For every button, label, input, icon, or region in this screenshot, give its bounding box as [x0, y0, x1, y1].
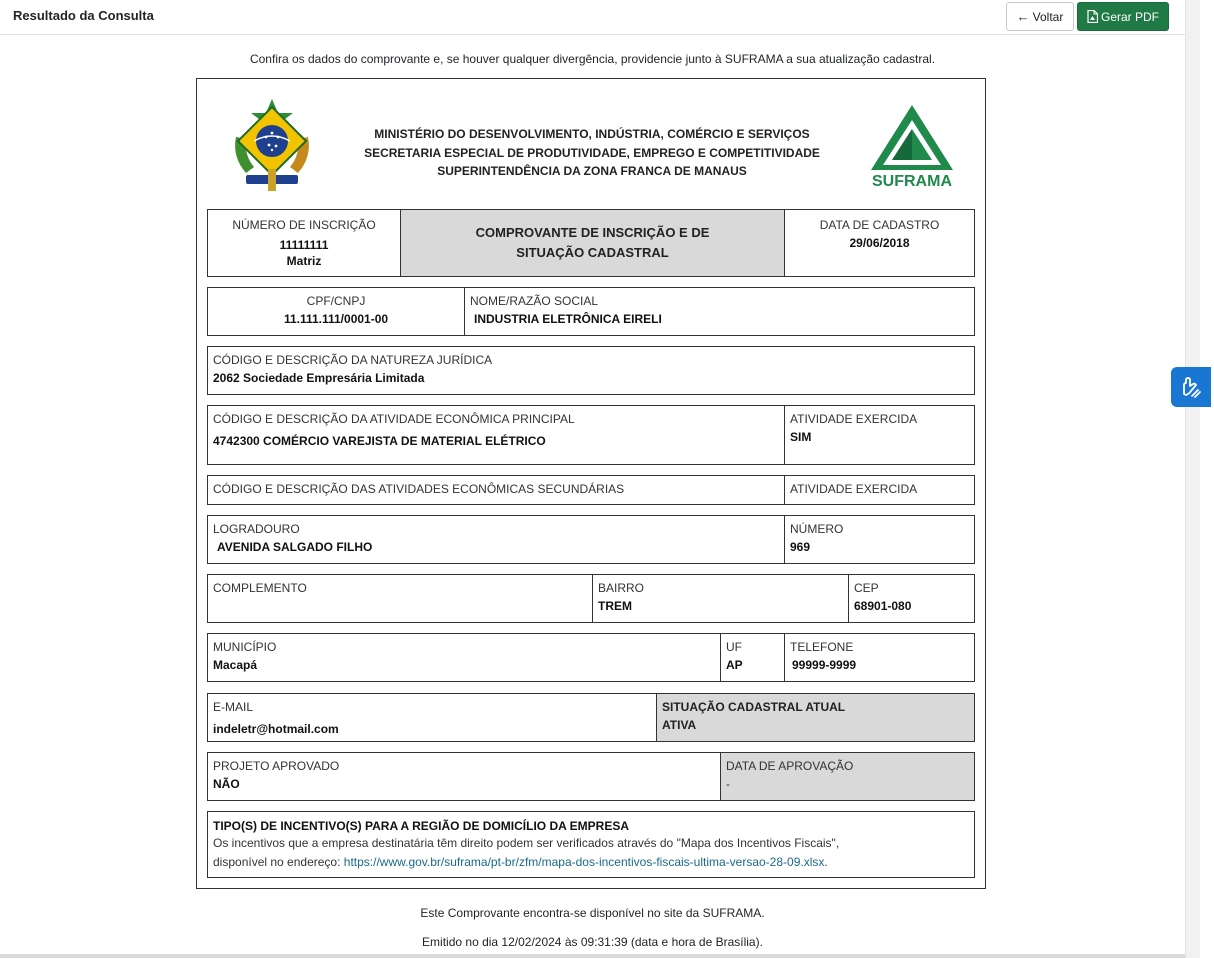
logradouro-cell — [208, 516, 784, 563]
vertical-scrollbar[interactable] — [1185, 0, 1200, 958]
natureza-juridica-value: 2062 Sociedade Empresária Limitada — [213, 371, 425, 385]
cep-label: CEP — [854, 581, 879, 595]
razao-social-value: INDUSTRIA ELETRÔNICA EIRELI — [474, 312, 662, 326]
page-title: Resultado da Consulta — [13, 8, 154, 23]
situacao-value: ATIVA — [662, 718, 697, 732]
incentivos-address-line — [213, 853, 969, 872]
atividade-principal-cell — [208, 406, 784, 464]
registration-certificate — [196, 78, 986, 889]
atividade-principal-value: 4742300 COMÉRCIO VAREJISTA DE MATERIAL ELÉTRICO — [213, 434, 546, 448]
data-aprovacao-cell — [720, 753, 974, 800]
suframa-logo-text: SUFRAMA — [872, 173, 952, 189]
logradouro-label: LOGRADOURO — [213, 522, 300, 536]
natureza-juridica-label: CÓDIGO E DESCRIÇÃO DA NATUREZA JURÍDICA — [213, 353, 493, 367]
vlibras-accessibility-button[interactable] — [1171, 367, 1211, 407]
natureza-juridica-cell — [208, 347, 974, 394]
inscricao-cell — [208, 210, 400, 276]
bairro-value: TREM — [598, 599, 632, 613]
row-incentivos — [207, 811, 975, 878]
inscricao-type: Matriz — [286, 254, 322, 268]
top-bar — [0, 0, 1185, 35]
divergence-notice: Confira os dados do comprovante e, se houver qualquer divergência, providencie junto à SUFRAMA a sua atualização cadastral. — [249, 52, 936, 66]
data-cadastro-value: 29/06/2018 — [849, 236, 910, 250]
telefone-cell — [784, 634, 974, 681]
horizontal-scrollbar[interactable] — [0, 954, 1185, 958]
data-cadastro-label: DATA DE CADASTRO — [819, 218, 940, 232]
brazil-coat-of-arms-icon — [226, 97, 318, 193]
back-button[interactable] — [1006, 2, 1074, 31]
back-button-label: Voltar — [1032, 9, 1064, 24]
bairro-cell — [592, 575, 848, 622]
cnpj-value: 11.111.111/0001-00 — [283, 312, 389, 326]
complemento-label: COMPLEMENTO — [213, 581, 307, 595]
telefone-label: TELEFONE — [790, 640, 854, 654]
incentivos-title: TIPO(S) DE INCENTIVO(S) PARA A REGIÃO DE DOMICÍLIO DA EMPRESA — [213, 819, 630, 833]
telefone-value: 99999-9999 — [792, 658, 857, 672]
bairro-label: BAIRRO — [598, 581, 645, 595]
email-label: E-MAIL — [213, 700, 254, 714]
footer-availability: Este Comprovante encontra-se disponível no site da SUFRAMA. — [420, 906, 765, 920]
ministry-line-2: SECRETARIA ESPECIAL DE PRODUTIVIDADE, EMPREGO E COMPETITIVIDADE — [364, 145, 820, 160]
pdf-button-label: Gerar PDF — [1100, 9, 1159, 24]
data-aprovacao-label: DATA DE APROVAÇÃO — [726, 759, 854, 773]
cep-value: 68901-080 — [854, 599, 912, 613]
sign-language-hands-icon — [1178, 374, 1204, 400]
ministry-line-3: SUPERINTENDÊNCIA DA ZONA FRANCA DE MANAUS — [437, 164, 747, 178]
atividades-secundarias-label: CÓDIGO E DESCRIÇÃO DAS ATIVIDADES ECONÔMICAS SECUNDÁRIAS — [213, 482, 625, 496]
inscricao-label: NÚMERO DE INSCRIÇÃO — [232, 218, 376, 232]
numero-cell — [784, 516, 974, 563]
uf-label: UF — [726, 640, 742, 654]
projeto-label: PROJETO APROVADO — [213, 759, 340, 773]
atividade-exercida-secundaria-cell — [784, 476, 974, 504]
complemento-cell — [208, 575, 592, 622]
cep-cell — [848, 575, 974, 622]
generate-pdf-button[interactable] — [1077, 2, 1169, 31]
atividade-exercida-label: ATIVIDADE EXERCIDA — [790, 412, 918, 426]
incentives-map-link[interactable]: https://www.gov.br/suframa/pt-br/zfm/mapa-dos-incentivos-fiscais-ultima-versao-28-09.xlsx — [343, 855, 825, 869]
incentivos-address-prefix: disponível no endereço: — [213, 855, 344, 869]
logradouro-value: AVENIDA SALGADO FILHO — [217, 540, 373, 554]
right-edge — [1200, 0, 1214, 958]
row-complemento — [207, 574, 975, 623]
razao-social-cell — [464, 288, 974, 335]
data-cadastro-cell — [784, 210, 974, 276]
email-cell — [208, 694, 656, 741]
razao-social-label: NOME/RAZÃO SOCIAL — [470, 294, 599, 308]
atividade-exercida-secundaria-label: ATIVIDADE EXERCIDA — [790, 482, 918, 496]
ministry-header — [327, 125, 857, 181]
row-atividade-principal — [207, 405, 975, 465]
atividade-principal-label: CÓDIGO E DESCRIÇÃO DA ATIVIDADE ECONÔMICA PRINCIPAL — [213, 412, 575, 426]
municipio-label: MUNICÍPIO — [213, 640, 277, 654]
row-email — [207, 693, 975, 742]
row-atividades-secundarias — [207, 475, 975, 505]
situacao-label: SITUAÇÃO CADASTRAL ATUAL — [662, 700, 846, 714]
incentivos-cell — [208, 812, 974, 877]
municipio-cell — [208, 634, 720, 681]
row-municipio — [207, 633, 975, 682]
incentivos-address-suffix: . — [824, 855, 828, 869]
suframa-logo — [869, 103, 959, 189]
pdf-file-icon — [1087, 10, 1098, 23]
row-projeto — [207, 752, 975, 801]
data-aprovacao-value: - — [726, 777, 730, 791]
cnpj-cell — [208, 288, 464, 335]
ministry-line-1: MINISTÉRIO DO DESENVOLVIMENTO, INDÚSTRIA, COMÉRCIO E SERVIÇOS — [374, 127, 810, 141]
uf-value: AP — [726, 658, 743, 672]
suframa-triangle-icon — [871, 105, 953, 170]
row-inscricao — [207, 209, 975, 277]
atividade-exercida-cell — [784, 406, 974, 464]
footer-issued-at: Emitido no dia 12/02/2024 às 09:31:39 (data e hora de Brasília). — [422, 935, 763, 949]
arrow-left-icon: ← — [1016, 9, 1030, 24]
municipio-value: Macapá — [213, 658, 258, 672]
uf-cell — [720, 634, 784, 681]
situacao-cell — [656, 694, 974, 741]
row-natureza-juridica — [207, 346, 975, 395]
numero-value: 969 — [790, 540, 811, 554]
row-cnpj — [207, 287, 975, 336]
cnpj-label: CPF/CNPJ — [306, 294, 366, 308]
atividade-exercida-value: SIM — [790, 430, 812, 444]
numero-label: NÚMERO — [790, 522, 844, 536]
projeto-cell — [208, 753, 720, 800]
projeto-value: NÃO — [213, 777, 240, 791]
email-value: indeletr@hotmail.com — [213, 722, 339, 736]
inscricao-value: 11111111 — [279, 238, 329, 252]
incentivos-text: Os incentivos que a empresa destinatária têm direito podem ser verificados através do "Mapa dos Incentivos Fiscais", — [213, 836, 840, 850]
row-logradouro — [207, 515, 975, 564]
comprovante-title: COMPROVANTE DE INSCRIÇÃO E DE SITUAÇÃO CADASTRAL — [475, 225, 710, 260]
comprovante-title-cell — [400, 210, 784, 276]
atividades-secundarias-cell — [208, 476, 784, 504]
